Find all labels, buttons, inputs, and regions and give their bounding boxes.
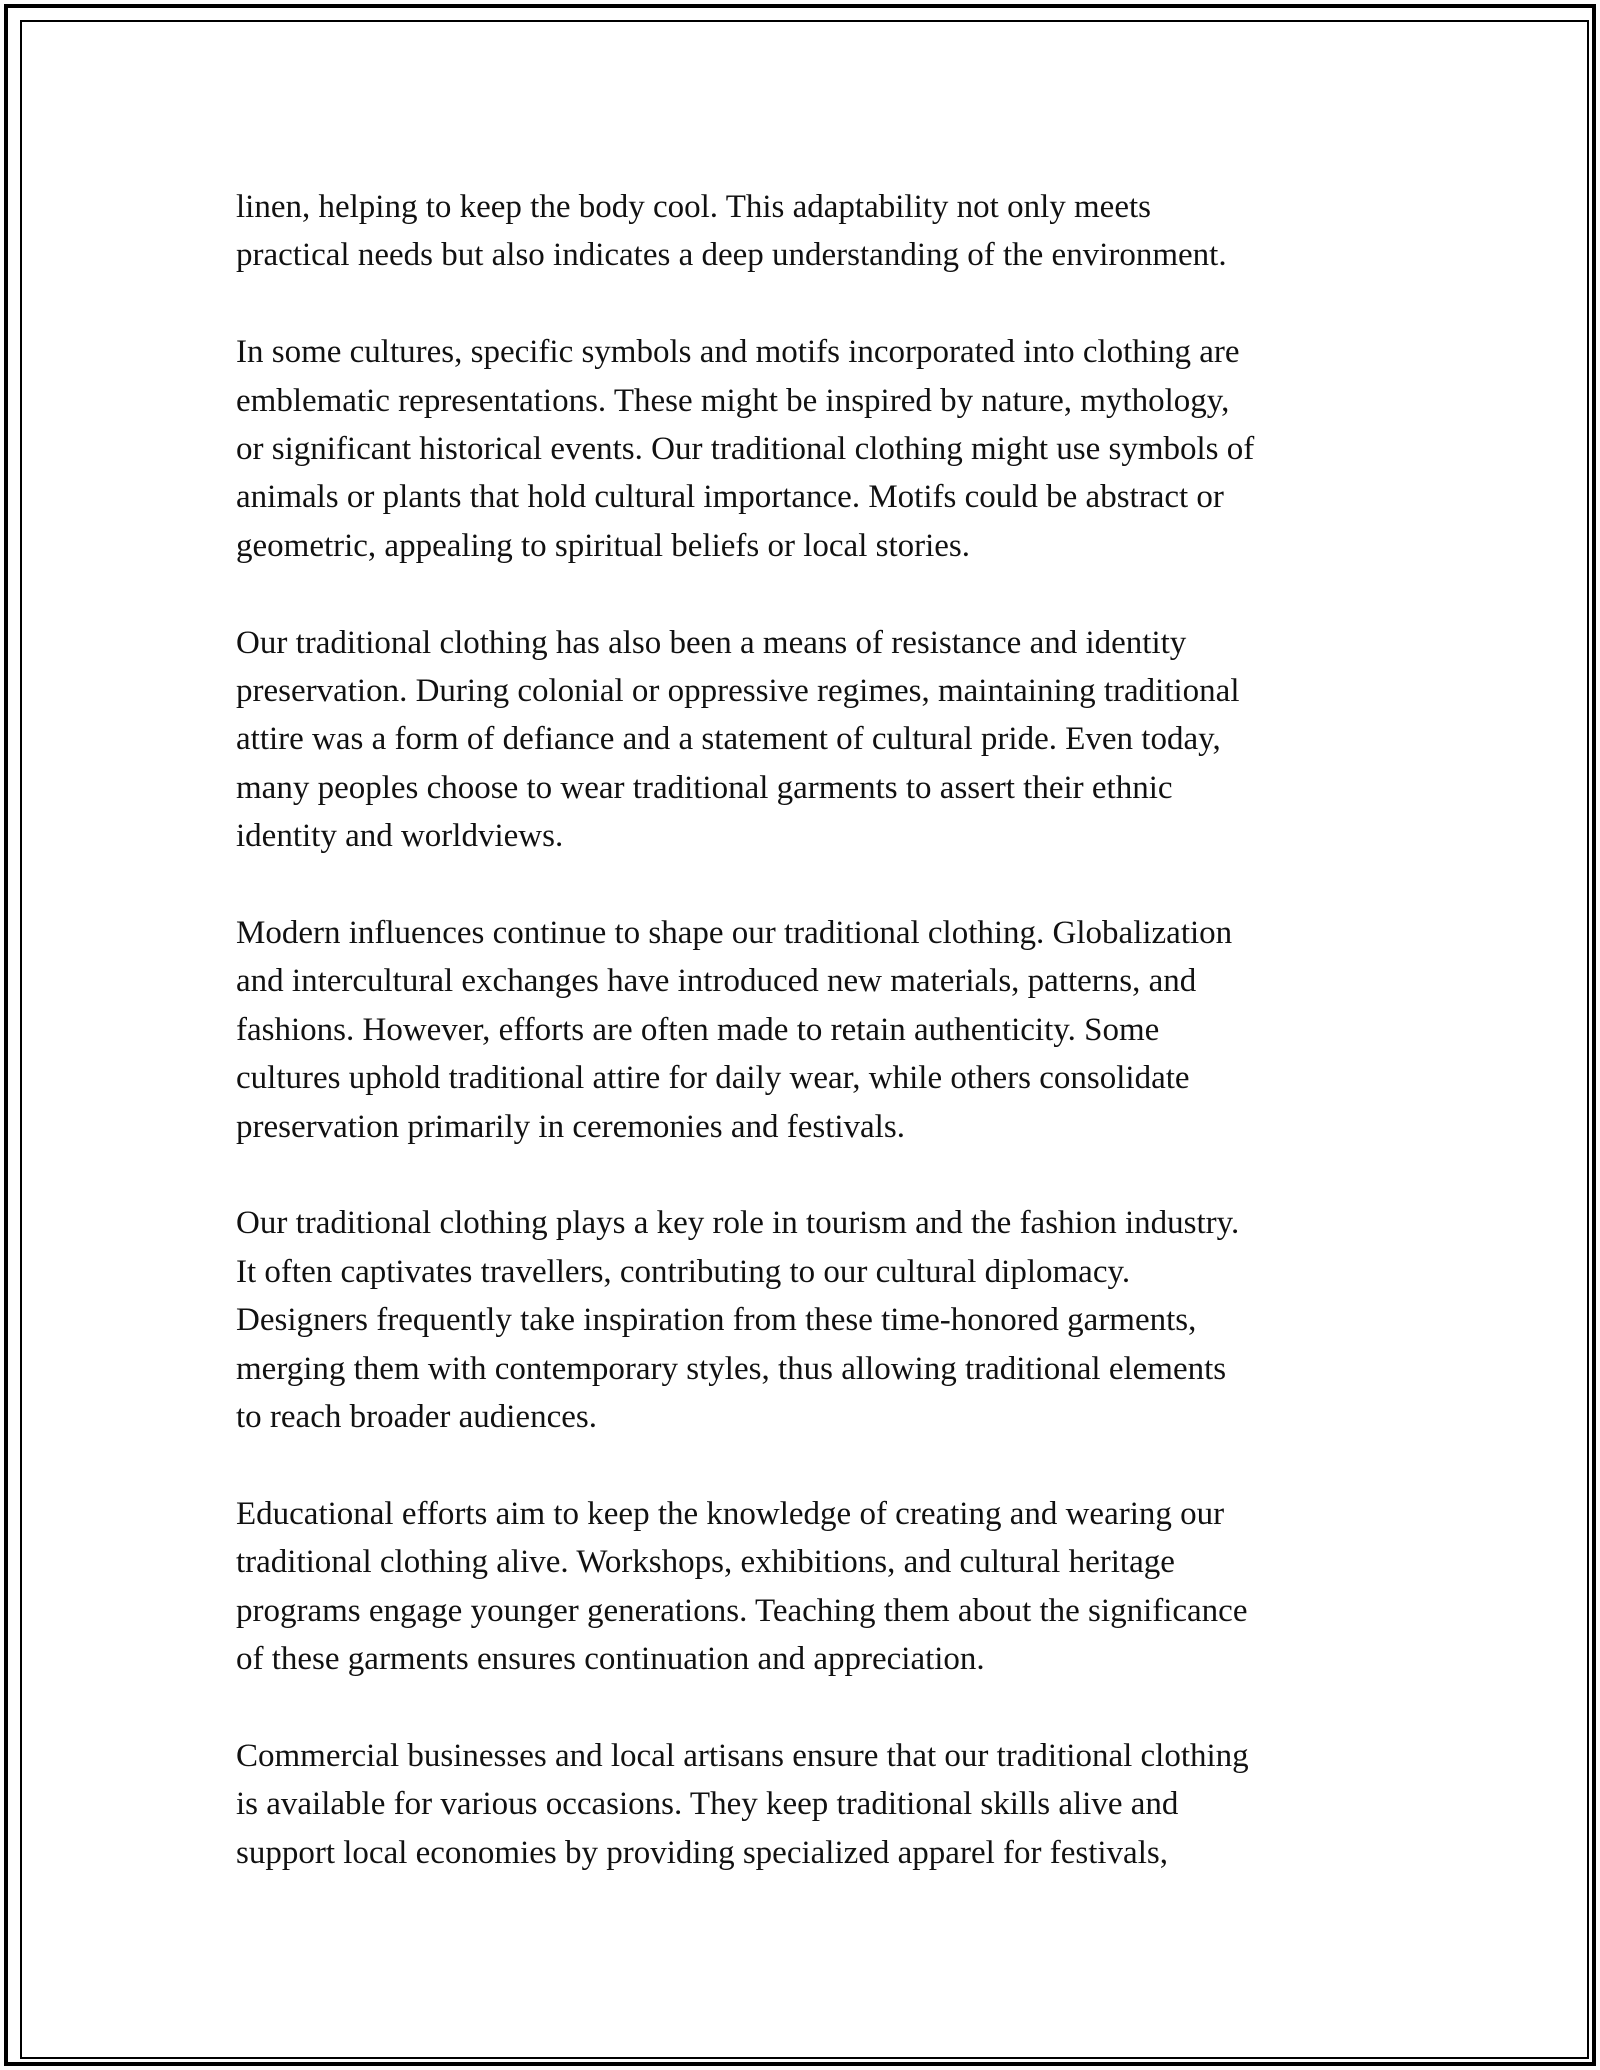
text-line: practical needs but also indicates a deep understanding of the environment.	[236, 237, 1227, 274]
text-line: attire was a form of defiance and a statement of cultural pride. Even today,	[236, 721, 1221, 758]
text-line: to reach broader audiences.	[236, 1399, 597, 1436]
paragraph-5	[236, 1199, 1396, 1441]
paragraph-2	[236, 328, 1396, 570]
text-line: linen, helping to keep the body cool. This adaptability not only meets	[236, 189, 1151, 225]
paragraph-6	[236, 1490, 1396, 1684]
text-line: and intercultural exchanges have introduced new materials, patterns, and	[236, 963, 1197, 1000]
text-line: animals or plants that hold cultural importance. Motifs could be abstract or	[236, 479, 1224, 516]
text-line: preservation. During colonial or oppressive regimes, maintaining traditional	[236, 673, 1240, 710]
text-line: support local economies by providing specialized apparel for festivals,	[236, 1834, 1168, 1871]
paragraph-4	[236, 909, 1396, 1151]
text-line: merging them with contemporary styles, thus allowing traditional elements	[236, 1350, 1227, 1387]
text-line: traditional clothing alive. Workshops, exhibitions, and cultural heritage	[236, 1544, 1175, 1581]
text-line: preservation primarily in ceremonies and festivals.	[236, 1108, 905, 1145]
text-line: cultures uphold traditional attire for daily wear, while others consolidate	[236, 1060, 1190, 1097]
text-line: geometric, appealing to spiritual beliefs or local stories.	[236, 527, 971, 564]
text-line: is available for various occasions. They keep traditional skills alive and	[236, 1786, 1179, 1823]
text-line: many peoples choose to wear traditional garments to assert their ethnic	[236, 769, 1173, 806]
paragraph-3	[236, 619, 1396, 861]
text-line: Our traditional clothing has also been a means of resistance and identity	[236, 624, 1187, 661]
paragraph-1	[236, 183, 1396, 280]
text-line: Our traditional clothing plays a key role in tourism and the fashion industry.	[236, 1205, 1240, 1242]
text-line: Designers frequently take inspiration from these time-honored garments,	[236, 1302, 1197, 1339]
text-line: It often captivates travellers, contributing to our cultural diplomacy.	[236, 1253, 1131, 1290]
paragraph-7	[236, 1732, 1396, 1877]
text-line: fashions. However, efforts are often made to retain authenticity. Some	[236, 1011, 1160, 1048]
text-line: Educational efforts aim to keep the knowledge of creating and wearing our	[236, 1495, 1225, 1532]
text-line: or significant historical events. Our traditional clothing might use symbols of	[236, 431, 1255, 468]
text-line: identity and worldviews.	[236, 818, 564, 855]
text-line: programs engage younger generations. Teaching them about the significance	[236, 1592, 1248, 1629]
document-body	[236, 183, 1396, 1877]
text-line: In some cultures, specific symbols and motifs incorporated into clothing are	[236, 334, 1240, 371]
text-line: Commercial businesses and local artisans ensure that our traditional clothing	[236, 1737, 1249, 1774]
text-line: of these garments ensures continuation and appreciation.	[236, 1641, 985, 1678]
text-line: emblematic representations. These might be inspired by nature, mythology,	[236, 382, 1230, 419]
text-line: Modern influences continue to shape our traditional clothing. Globalization	[236, 915, 1233, 952]
